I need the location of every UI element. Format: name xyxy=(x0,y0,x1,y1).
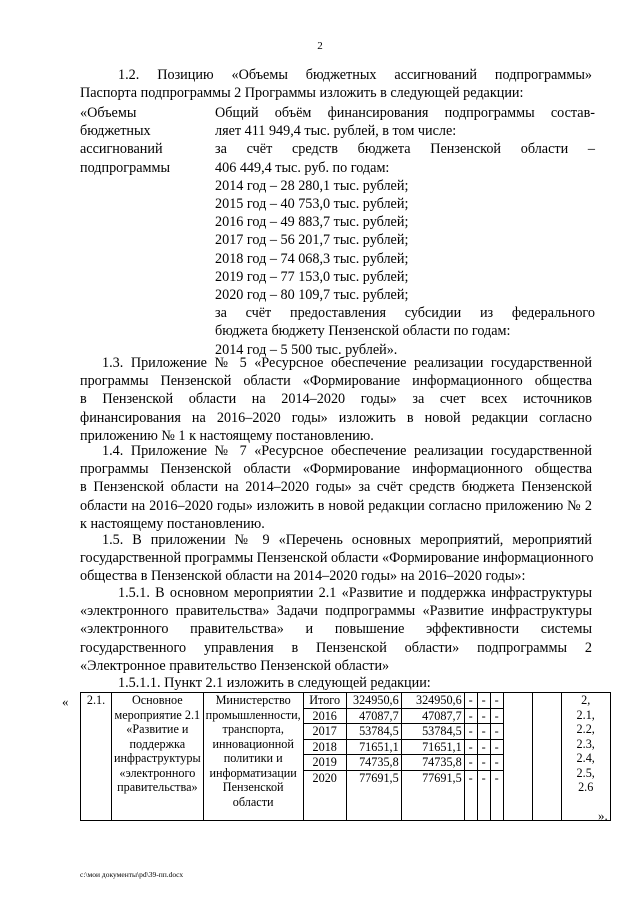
cell-local: - xyxy=(477,693,490,709)
table-row xyxy=(81,693,611,709)
cell-total: 77691,5 xyxy=(346,770,401,820)
text-line: 2.5, xyxy=(576,765,595,780)
cell-local: - xyxy=(477,755,490,771)
text-line: общества в Пензенской области на 2014–2020 годы» на 2016–2020 годы»: xyxy=(80,568,526,585)
events-table xyxy=(80,692,611,821)
cell-year: 2020 xyxy=(303,770,346,820)
text-line: 1.4. Приложение № 7 «Ресурсное обеспечение реализации государственной xyxy=(102,443,592,459)
text-line: области xyxy=(232,794,274,809)
passport-label xyxy=(80,104,205,177)
cell-other: - xyxy=(490,724,503,740)
cell-other: - xyxy=(490,739,503,755)
cell-total: 53784,5 xyxy=(346,724,401,740)
text-line: Паспорта подпрограммы 2 Программы изложить в следующей редакции: xyxy=(80,85,524,102)
cell-regional: 324950,6 xyxy=(401,693,464,709)
cell-regional: 74735,8 xyxy=(401,755,464,771)
text-line: Министерство xyxy=(215,693,291,707)
cell-federal: - xyxy=(464,708,477,724)
cell-regional: 47087,7 xyxy=(401,708,464,724)
text-line: «Объемы xyxy=(80,105,137,121)
cell-regional: 71651,1 xyxy=(401,739,464,755)
text-line: за счёт предоставления субсидии из федерального xyxy=(215,305,595,322)
cell-federal: - xyxy=(464,693,477,709)
text-line: 2018 год – 74 068,3 тыс. рублей; xyxy=(215,250,409,267)
text-line: программы Пензенской области «Формирование информационного общества xyxy=(80,461,592,478)
text-line: к настоящему постановлению. xyxy=(80,515,265,532)
text-line: 1.3. Приложение № 5 «Ресурсное обеспечение реализации государственной xyxy=(102,355,592,371)
text-line: 2.3, xyxy=(576,736,595,751)
opening-quote: « xyxy=(62,694,69,709)
paragraph-1-2 xyxy=(80,66,592,102)
cell-year: Итого xyxy=(303,693,346,709)
text-line: области на 2016–2020 годы» изложить в новой редакции согласно приложению № 2 xyxy=(80,497,592,514)
text-line: в Пензенской области на 2014–2020 годы» за счет всех источников xyxy=(80,391,592,408)
text-line: 1.5.1. В основном мероприятии 2.1 «Развитие и поддержка инфраструктуры xyxy=(118,585,592,601)
text-line: 1.5. В приложении № 9 «Перечень основных мероприятий, мероприятий xyxy=(102,532,592,548)
text-line: транспорта, xyxy=(222,722,284,736)
cell-local: - xyxy=(477,724,490,740)
cell-regional: 77691,5 xyxy=(401,770,464,820)
text-line: 2.4, xyxy=(576,751,595,765)
text-line: ассигнований xyxy=(80,141,163,158)
text-line: 2016 год – 49 883,7 тыс. рублей; xyxy=(215,214,409,231)
text-line: государственного управления в Пензенской области» подпрограммы 2 xyxy=(80,639,592,656)
text-line: «электронного правительства» Задачи подпрограммы «Развитие инфраструктуры xyxy=(80,603,592,620)
file-path-footer: c:\мои документы\pd\39-пп.docx xyxy=(80,870,184,879)
text-line: инфраструктуры xyxy=(114,751,201,765)
paragraph-1-5-1 xyxy=(80,584,592,675)
text-line: программы Пензенской области «Формирование информационного общества xyxy=(80,373,592,390)
text-line: 2015 год – 40 753,0 тыс. рублей; xyxy=(215,196,409,213)
cell-other: - xyxy=(490,770,503,820)
paragraph-1-5 xyxy=(80,531,592,586)
text-line: «Электронное правительство Пензенской области» xyxy=(80,657,390,674)
text-line: «электронного правительства» и повышение эффективности системы xyxy=(80,621,592,638)
paragraph-1-5-1-1 xyxy=(80,674,592,692)
text-line: 2020 год – 80 109,7 тыс. рублей; xyxy=(215,287,409,304)
cell-other: - xyxy=(490,755,503,771)
cell-links xyxy=(561,693,610,821)
cell-other: - xyxy=(490,708,503,724)
text-line: Общий объём финансирования подпрограммы состав- xyxy=(215,105,595,121)
text-line: Пензенской xyxy=(222,780,284,794)
cell-federal: - xyxy=(464,755,477,771)
text-line: подпрограммы xyxy=(80,159,170,176)
paragraph-1-4 xyxy=(80,442,592,533)
text-line: бюджетных xyxy=(80,123,151,140)
cell-year: 2017 xyxy=(303,724,346,740)
text-line: 2, xyxy=(581,693,591,707)
cell-local: - xyxy=(477,770,490,820)
text-line: 2.6 xyxy=(578,780,594,794)
text-line: «Развитие и xyxy=(126,722,189,736)
text-line: информатизации xyxy=(209,765,297,780)
cell-local: - xyxy=(477,739,490,755)
cell-executor xyxy=(203,693,303,821)
text-line: правительства» xyxy=(117,780,198,794)
cell-other: - xyxy=(490,693,503,709)
text-line: финансирования на 2016–2020 годы» изложить в новой редакции согласно xyxy=(80,409,592,426)
cell-federal: - xyxy=(464,770,477,820)
paragraph-1-3 xyxy=(80,354,592,445)
text-line: за счёт средств бюджета Пензенской области – xyxy=(215,141,595,158)
text-line: 1.2. Позицию «Объемы бюджетных ассигнований подпрограммы» xyxy=(118,67,592,83)
text-line: поддержка xyxy=(129,736,186,751)
cell-total: 71651,1 xyxy=(346,739,401,755)
cell-year: 2019 xyxy=(303,755,346,771)
cell-total: 47087,7 xyxy=(346,708,401,724)
cell-year: 2016 xyxy=(303,708,346,724)
cell-regional: 53784,5 xyxy=(401,724,464,740)
page-number: 2 xyxy=(317,40,323,52)
text-line: 406 449,4 тыс. руб. по годам: xyxy=(215,159,390,176)
text-line: промышленности, xyxy=(205,707,301,722)
text-line: ляет 411 949,4 тыс. рублей, в том числе: xyxy=(215,123,457,140)
text-line: приложению № 1 к настоящему постановлению. xyxy=(80,427,374,444)
text-line: 2017 год – 56 201,7 тыс. рублей; xyxy=(215,232,409,249)
text-line: политики и xyxy=(223,751,283,765)
cell-empty xyxy=(503,693,532,821)
text-line: государственной программы Пензенской области «Формирование информационного xyxy=(80,550,594,567)
text-line: в Пензенской области на 2014–2020 годы» за счёт средств бюджета Пензенской xyxy=(80,479,592,496)
cell-local: - xyxy=(477,708,490,724)
cell-total: 324950,6 xyxy=(346,693,401,709)
text-line: бюджета бюджету Пензенской области по годам: xyxy=(215,323,511,340)
text-line: 2.2, xyxy=(576,722,595,736)
text-line: 2014 год – 28 280,1 тыс. рублей; xyxy=(215,177,409,194)
closing-quote: ». xyxy=(598,808,608,823)
text-line: 2.1, xyxy=(576,707,595,722)
text-line: «электронного xyxy=(119,765,196,780)
text-line: 1.5.1.1. Пункт 2.1 изложить в следующей редакции: xyxy=(118,675,431,691)
text-line: мероприятие 2.1 xyxy=(114,707,201,722)
cell-federal: - xyxy=(464,739,477,755)
cell-empty xyxy=(532,693,561,821)
passport-value xyxy=(215,104,595,359)
cell-year: 2018 xyxy=(303,739,346,755)
text-line: 2014 год – 5 500 тыс. рублей». xyxy=(215,341,398,358)
cell-federal: - xyxy=(464,724,477,740)
cell-total: 74735,8 xyxy=(346,755,401,771)
cell-event-name xyxy=(112,693,204,821)
text-line: 2019 год – 77 153,0 тыс. рублей; xyxy=(215,268,409,285)
cell-number: 2.1. xyxy=(81,693,112,821)
text-line: Основное xyxy=(131,693,183,707)
text-line: инновационной xyxy=(212,736,294,751)
